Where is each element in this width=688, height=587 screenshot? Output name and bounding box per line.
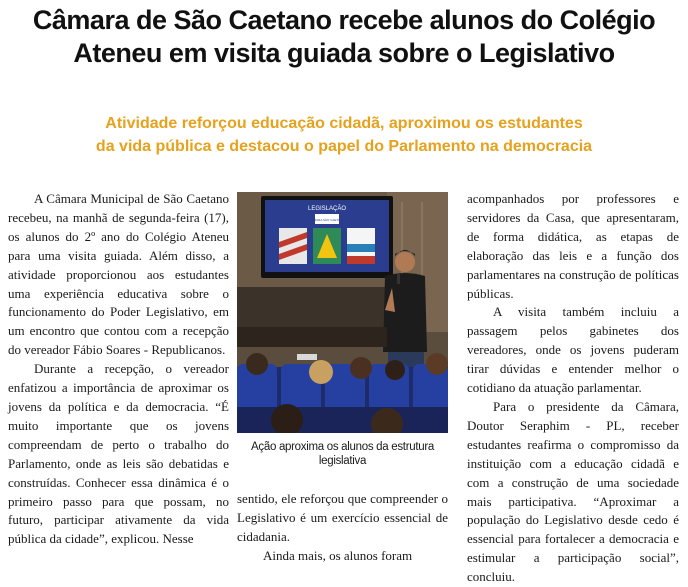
screen-title-text: LEGISLAÇÃO	[307, 206, 347, 212]
column-1	[8, 190, 229, 549]
photo-caption: Ação aproxima os alunos da estrutura legislativa	[251, 441, 434, 467]
screen-badge-text: CÂMARA SÃO CAETANO	[309, 218, 345, 222]
paragraph-2: Durante a recepção, o vereador enfatizou a importância de aproximar os jovens da política e da democracia. “É muito importante que os jovens compreendam de perto o trabalho do Parlamento, onde as leis são debatidas e construídas. Conhecer essa dinâmica é o primeiro passo para que possam, no futuro, participar ativamente da vida pública da cidade”, explicou. Nesse	[8, 361, 229, 547]
subtitle-line-1: Atividade reforçou educação cidadã, aproximou os estudantes	[105, 115, 583, 132]
paragraph-2-cont: sentido, ele reforçou que compreender o Legislativo é um exercício essencial de cidadania.	[237, 491, 448, 544]
paragraph-3: Ainda mais, os alunos foram	[263, 547, 413, 563]
headline-line-1: Câmara de São Caetano recebe alunos do Colégio	[32, 5, 656, 35]
paragraph-1: A Câmara Municipal de São Caetano recebeu, na manhã de segunda-feira (17), os alunos do 2º ano do Colégio Ateneu para uma visita guiada. Além disso, a atividade proporcionou aos estudantes uma experiência educativa sobre o funcionamento do Poder Legislativo, em um encontro que contou com a recepção do vereador Fábio Soares - Republicanos.	[8, 191, 229, 358]
column-2	[237, 490, 448, 566]
article-headline	[0, 4, 688, 70]
headline-line-2: Ateneu em visita guiada sobre o Legislativo	[73, 38, 615, 68]
article-subtitle	[0, 112, 688, 158]
subtitle-line-2: da vida pública e destacou o papel do Parlamento na democracia	[95, 138, 593, 155]
column-3	[467, 190, 679, 587]
paragraph-4: A visita também incluiu a passagem pelos gabinetes dos vereadores, onde os jovens puderam tirar dúvidas e entender melhor o cotidiano da atuação parlamentar.	[467, 304, 679, 396]
paragraph-3-cont: acompanhados por professores e servidores da Casa, que apresentaram, de forma didática, as etapas de elaboração das leis e a função dos parlamentares na construção de políticas públicas.	[467, 191, 679, 301]
photo-illustration	[237, 192, 448, 433]
article-photo	[237, 192, 448, 433]
paragraph-5: Para o presidente da Câmara, Doutor Seraphim - PL, receber estudantes reafirma o compromisso da instituição com a educação cidadã e com a construção de uma sociedade mais participativa. “Aproximar a população do Legislativo desde cedo é essencial para fortalecer a democracia e estimular a participação social”, concluiu.	[467, 398, 679, 585]
